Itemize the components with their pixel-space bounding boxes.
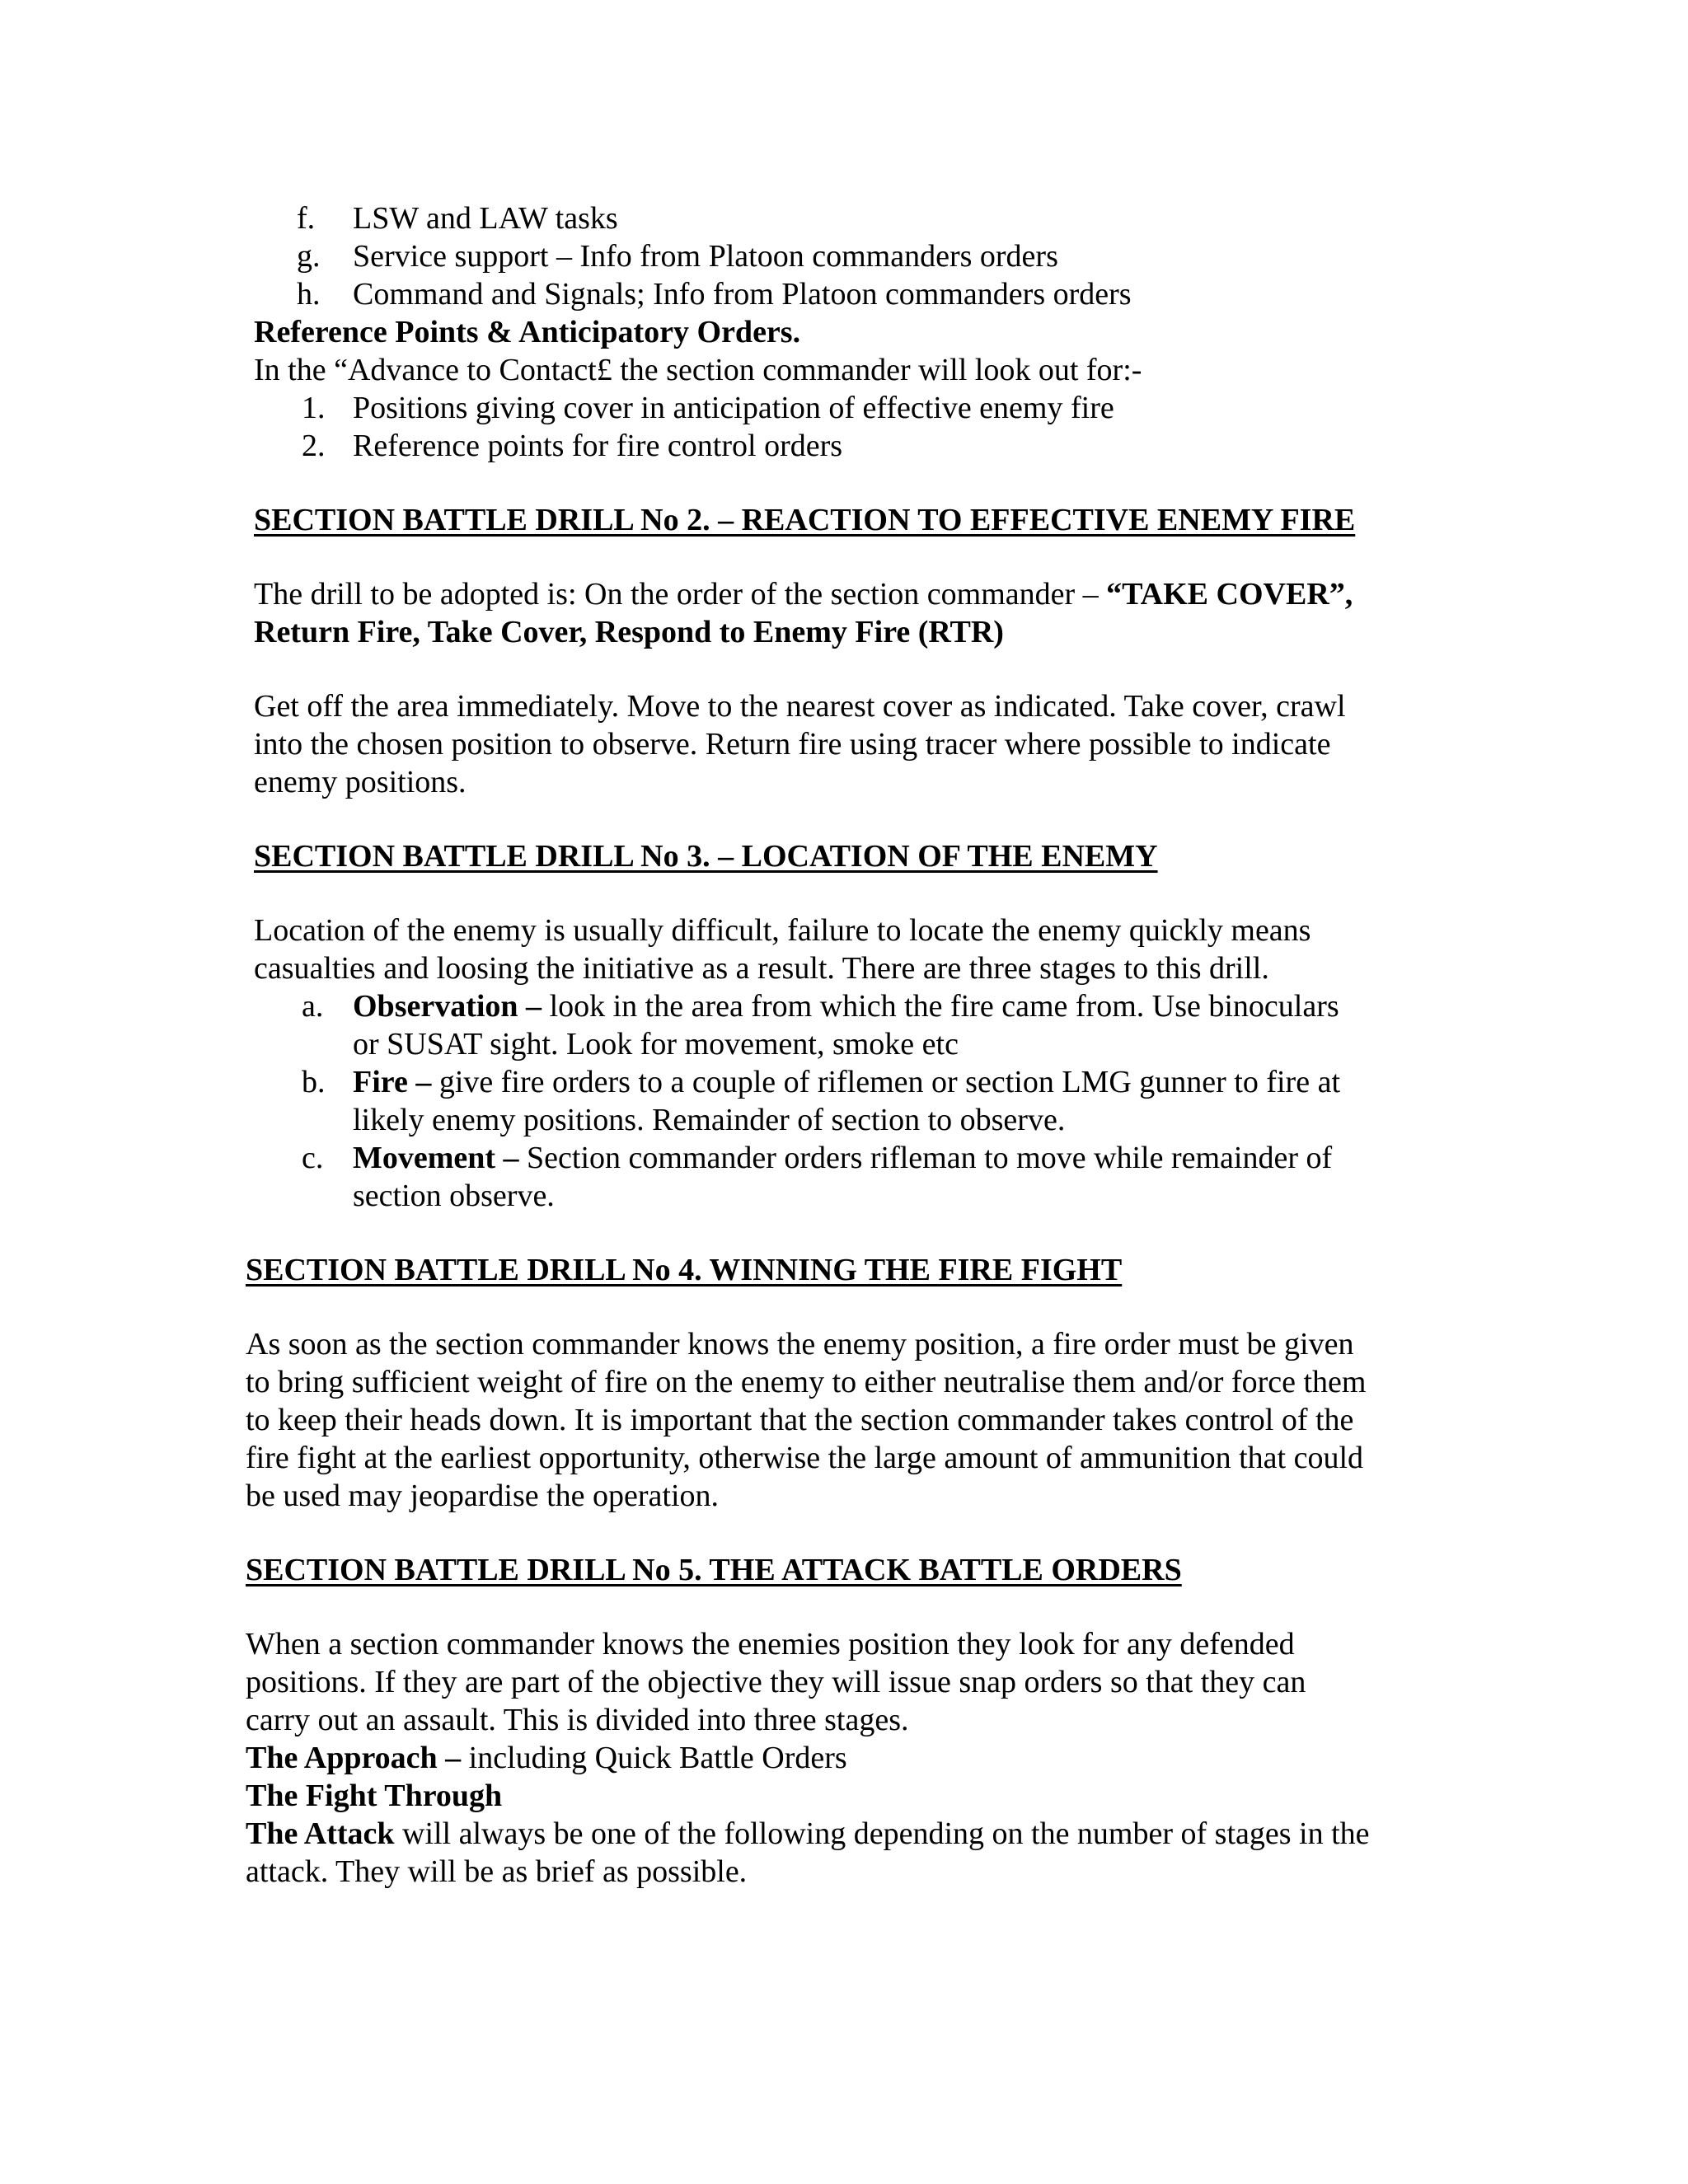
paragraph-line: Location of the enemy is usually difficult, failure to locate the enemy quickly means	[254, 913, 1311, 948]
paragraph-line: be used may jeopardise the operation.	[246, 1479, 720, 1513]
paragraph-line	[254, 575, 1353, 613]
paragraph-text: The drill to be adopted is: On the order of the section commander –	[254, 577, 1107, 612]
term-text: will always be one of the following depending on the number of stages in the	[394, 1816, 1370, 1851]
term-text: give fire orders to a couple of riflemen or section LMG gunner to fire at	[431, 1065, 1340, 1099]
list-marker: 1.	[302, 391, 326, 425]
list-item-text: or SUSAT sight. Look for movement, smoke etc	[353, 1027, 959, 1062]
paragraph-line: In the “Advance to Contact£ the section commander will look out for:-	[254, 353, 1142, 387]
paragraph-line: carry out an assault. This is divided into three stages.	[246, 1703, 909, 1737]
list-item-text: Command and Signals; Info from Platoon commanders orders	[353, 277, 1132, 312]
term-label: The Fight Through	[246, 1779, 503, 1813]
paragraph-line: When a section commander knows the enemies position they look for any defended	[246, 1627, 1295, 1661]
paragraph-line: Get off the area immediately. Move to the nearest cover as indicated. Take cover, crawl	[254, 689, 1346, 724]
paragraph-line	[246, 1815, 1370, 1853]
list-item-text	[353, 987, 1339, 1025]
term-text: look in the area from which the fire came from. Use binoculars	[542, 989, 1339, 1024]
list-marker: b.	[302, 1065, 326, 1099]
list-item	[297, 237, 321, 275]
section-heading: SECTION BATTLE DRILL No 4. WINNING THE FIRE FIGHT	[246, 1253, 1123, 1287]
list-item-text	[353, 1139, 1332, 1177]
paragraph-line: enemy positions.	[254, 765, 467, 799]
section-heading: SECTION BATTLE DRILL No 2. – REACTION TO EFFECTIVE ENEMY FIRE	[254, 503, 1356, 537]
list-marker: 2.	[302, 429, 326, 463]
list-marker: f.	[297, 201, 316, 236]
list-item-text: LSW and LAW tasks	[353, 201, 618, 236]
paragraph-line: fire fight at the earliest opportunity, otherwise the large amount of ammunition that could	[246, 1441, 1364, 1475]
list-item-text: section observe.	[353, 1179, 555, 1213]
term-text: Section commander orders rifleman to move while remainder of	[518, 1141, 1333, 1175]
command-text: “TAKE COVER”,	[1106, 577, 1353, 612]
section-heading: SECTION BATTLE DRILL No 5. THE ATTACK BATTLE ORDERS	[246, 1553, 1182, 1587]
term-label: Movement –	[353, 1141, 519, 1175]
list-marker: h.	[297, 277, 321, 312]
list-item-text: Positions giving cover in anticipation of effective enemy fire	[353, 391, 1114, 425]
paragraph-line: casualties and loosing the initiative as a result. There are three stages to this drill.	[254, 951, 1269, 986]
list-item	[297, 275, 321, 313]
list-marker: g.	[297, 239, 321, 274]
list-marker: a.	[302, 989, 324, 1024]
section-heading: SECTION BATTLE DRILL No 3. – LOCATION OF THE ENEMY	[254, 839, 1158, 874]
paragraph-line: As soon as the section commander knows the enemy position, a fire order must be given	[246, 1327, 1354, 1361]
paragraph-line: to keep their heads down. It is important that the section commander takes control of the	[246, 1403, 1354, 1437]
list-item-text: Reference points for fire control orders	[353, 429, 843, 463]
paragraph-line: attack. They will be as brief as possible.	[246, 1854, 748, 1889]
term-label: Observation –	[353, 989, 542, 1024]
term-label: The Approach –	[246, 1741, 462, 1775]
term-label: The Attack	[246, 1816, 395, 1851]
paragraph-line: positions. If they are part of the objective they will issue snap orders so that they can	[246, 1665, 1306, 1699]
term-text: including Quick Battle Orders	[461, 1741, 847, 1775]
term-label: Fire –	[353, 1065, 432, 1099]
list-item-text: Service support – Info from Platoon commanders orders	[353, 239, 1058, 274]
paragraph-line-bold: Return Fire, Take Cover, Respond to Enemy Fire (RTR)	[254, 615, 1004, 649]
list-item-text: likely enemy positions. Remainder of section to observe.	[353, 1103, 1066, 1137]
list-marker: c.	[302, 1141, 324, 1175]
list-item	[297, 199, 315, 237]
section-subheading: Reference Points & Anticipatory Orders.	[254, 315, 801, 349]
paragraph-line: to bring sufficient weight of fire on the enemy to either neutralise them and/or force them	[246, 1365, 1367, 1399]
paragraph-line	[246, 1739, 847, 1777]
paragraph-line: into the chosen position to observe. Return fire using tracer where possible to indicate	[254, 727, 1331, 762]
list-item-text	[353, 1063, 1340, 1101]
